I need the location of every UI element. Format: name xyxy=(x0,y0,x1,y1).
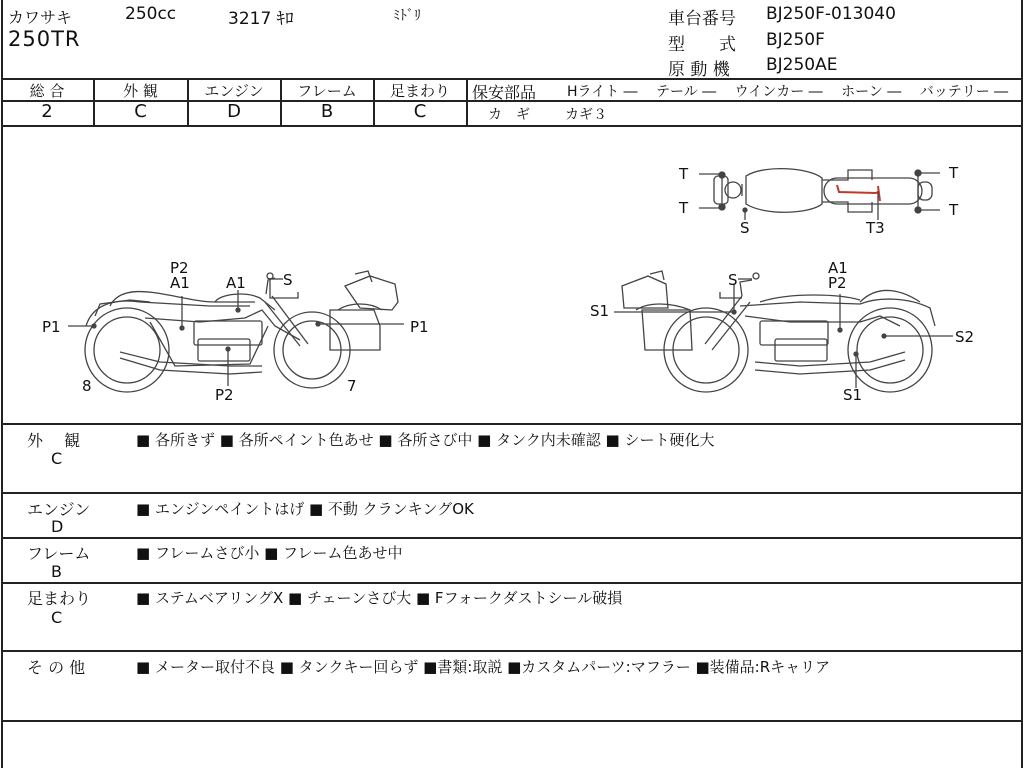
detail-frame-text: ■ フレームさび小 ■ フレーム色あせ中 xyxy=(136,544,403,562)
detail-frame-title: フレーム xyxy=(27,544,91,563)
detail-exterior-grade: C xyxy=(51,449,63,468)
detail-engine-grade: D xyxy=(51,517,64,536)
top-label-t1: T xyxy=(679,165,689,183)
grade-overall-label: 総 合 xyxy=(29,82,65,100)
grade-engine-label: エンジン xyxy=(204,82,264,100)
top-label-t3-code: T3 xyxy=(866,219,885,237)
detail-engine-text: ■ エンジンペイントはげ ■ 不動 クランキングOK xyxy=(136,500,474,518)
left-label-s: S xyxy=(283,271,293,289)
right-label-s1-left: S1 xyxy=(590,302,610,320)
rule-detail-3 xyxy=(1,582,1022,584)
model-name: 250TR xyxy=(8,27,81,51)
top-label-s: S xyxy=(740,219,750,237)
detail-exterior-title: 外 観 xyxy=(27,431,81,450)
type-value: BJ250F xyxy=(766,30,825,50)
key-label: カ ギ xyxy=(488,107,530,123)
bike-diagram xyxy=(0,126,1024,426)
right-label-a1: A1 xyxy=(828,259,848,277)
top-label-t4: T xyxy=(949,201,959,219)
detail-frame-grade: B xyxy=(51,562,62,581)
engine-label: 原 動 機 xyxy=(668,60,730,80)
left-label-7: 7 xyxy=(347,377,357,395)
right-label-s2: S2 xyxy=(955,328,975,346)
grade-divider-5 xyxy=(466,78,468,126)
grade-suspension-value: C xyxy=(413,101,427,122)
top-view-bike xyxy=(699,169,940,220)
frame-no: BJ250F-013040 xyxy=(766,4,896,24)
detail-suspension-text: ■ ステムベアリングX ■ チェーンさび大 ■ Fフォークダストシール破損 xyxy=(136,589,623,607)
detail-other-title: そ の 他 xyxy=(27,658,86,677)
displacement: 250cc xyxy=(125,4,177,24)
left-label-p1-right: P1 xyxy=(410,318,429,336)
left-label-p1-left: P1 xyxy=(42,318,61,336)
safety-label: 保安部品 xyxy=(472,83,537,102)
type-label: 型 式 xyxy=(668,35,736,55)
left-label-a1: A1 xyxy=(226,274,246,292)
left-label-p2: P2 xyxy=(170,259,189,277)
grade-engine-value: D xyxy=(227,101,241,122)
right-label-s1-bottom: S1 xyxy=(843,386,863,404)
detail-exterior-text: ■ 各所きず ■ 各所ペイント色あせ ■ 各所さび中 ■ タンク内未確認 ■ シート硬化大 xyxy=(136,431,715,449)
left-label-8: 8 xyxy=(82,377,92,395)
detail-suspension-title: 足まわり xyxy=(27,589,92,608)
maker: カワサキ xyxy=(8,8,73,27)
grade-overall-value: 2 xyxy=(41,101,53,122)
grade-frame-value: B xyxy=(320,101,334,122)
grade-exterior-label: 外 観 xyxy=(123,82,158,100)
left-label-p2-bottom: P2 xyxy=(215,386,234,404)
detail-engine-title: エンジン xyxy=(27,500,91,519)
rule-detail-1 xyxy=(1,492,1022,494)
top-label-t2: T xyxy=(679,199,689,217)
right-label-s: S xyxy=(728,271,738,289)
frame-no-label: 車台番号 xyxy=(668,9,736,29)
detail-other-text: ■ メーター取付不良 ■ タンクキー回らず ■書類:取説 ■カスタムパーツ:マフラー ■装備品:Rキャリア xyxy=(136,658,831,676)
key-value: カギ３ xyxy=(565,107,607,123)
left-label-a1-top: A1 xyxy=(170,274,190,292)
right-side-bike xyxy=(614,271,953,392)
color: ﾐﾄﾞﾘ xyxy=(393,8,421,24)
grade-suspension-label: 足まわり xyxy=(389,82,450,100)
mileage: 3217 ｷﾛ xyxy=(228,9,294,29)
top-label-t3: T xyxy=(949,164,959,182)
right-label-p2: P2 xyxy=(828,274,847,292)
safety-items: Hライト ― テール ― ウインカー ― ホーン ― バッテリー ― xyxy=(567,84,1009,100)
rule-detail-5 xyxy=(1,720,1022,722)
engine-value: BJ250AE xyxy=(766,55,838,75)
rule-detail-4 xyxy=(1,650,1022,652)
rule-detail-2 xyxy=(1,537,1022,539)
detail-suspension-grade: C xyxy=(51,608,63,627)
grade-frame-label: フレーム xyxy=(297,82,357,100)
grade-exterior-value: C xyxy=(134,101,147,122)
